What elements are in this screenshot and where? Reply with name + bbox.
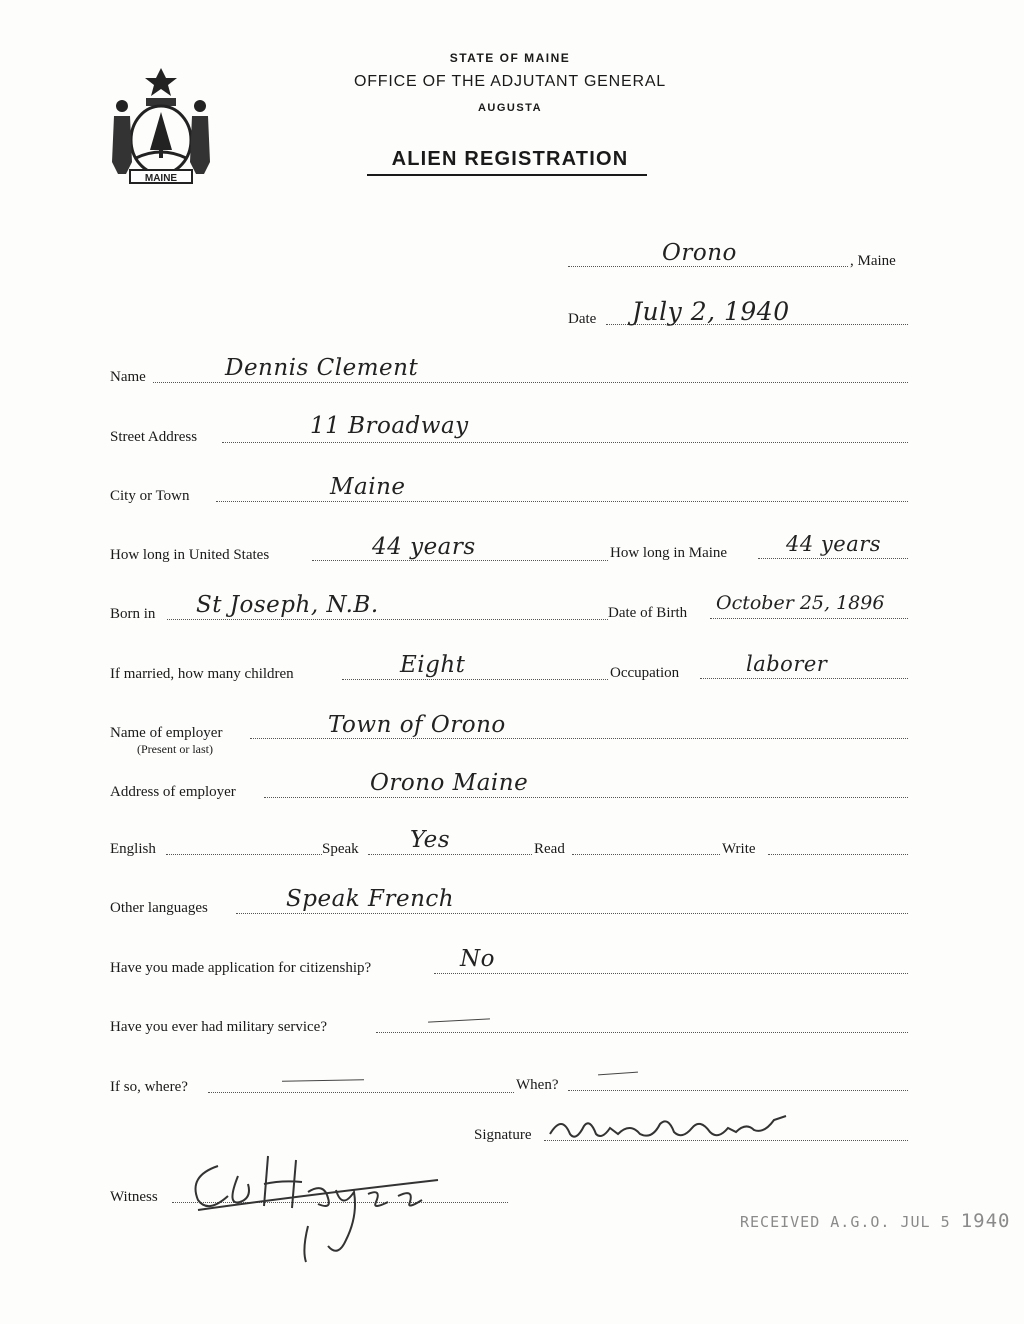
- military-label: Have you ever had military service?: [110, 1019, 327, 1035]
- when-line: [568, 1090, 908, 1091]
- state-heading: STATE OF MAINE: [449, 51, 571, 65]
- maine-duration-line: [758, 558, 908, 559]
- other-languages-line: [236, 913, 908, 914]
- city-label: City or Town: [110, 488, 190, 504]
- place-value: Orono: [662, 240, 737, 266]
- street-label: Street Address: [110, 429, 198, 445]
- children-label: If married, how many children: [110, 666, 294, 682]
- witness-label: Witness: [110, 1189, 158, 1205]
- english-label: English: [110, 841, 156, 857]
- office-heading: OFFICE OF THE ADJUTANT GENERAL: [353, 73, 667, 90]
- street-value: 11 Broadway: [310, 413, 469, 439]
- where-dash-mark: [282, 1079, 364, 1081]
- citizenship-line: [434, 973, 908, 974]
- where-line: [208, 1092, 514, 1093]
- born-value: St Joseph, N.B.: [196, 592, 379, 618]
- received-stamp: [740, 1210, 1010, 1232]
- occupation-line: [700, 678, 908, 679]
- title-underline: [367, 174, 647, 176]
- english-line: [166, 854, 322, 855]
- when-dash-mark: [598, 1072, 638, 1076]
- maine-duration-label: How long in Maine: [610, 545, 728, 561]
- street-line: [222, 442, 908, 443]
- military-line: [376, 1032, 908, 1033]
- place-suffix-label: , Maine: [850, 253, 896, 269]
- date-value: July 2, 1940: [632, 297, 790, 326]
- occupation-label: Occupation: [610, 665, 680, 681]
- employer-label: Name of employer: [110, 725, 223, 741]
- citizenship-value: No: [460, 946, 495, 972]
- occupation-value: laborer: [746, 652, 828, 676]
- name-label: Name: [110, 369, 146, 385]
- write-line: [768, 854, 908, 855]
- witness-signature: [178, 1136, 448, 1266]
- us-duration-value: 44 years: [372, 534, 476, 560]
- date-label: Date: [568, 311, 597, 327]
- signature-label: Signature: [474, 1127, 532, 1143]
- svg-text:MAINE: MAINE: [144, 173, 178, 184]
- other-languages-value: Speak French: [286, 886, 455, 912]
- read-line: [572, 854, 720, 855]
- citizenship-label: Have you made application for citizenship?: [110, 960, 372, 976]
- children-value: Eight: [400, 652, 466, 678]
- name-line: [153, 382, 908, 383]
- employer-line: [250, 738, 908, 739]
- read-label: Read: [534, 841, 565, 857]
- dob-value: October 25, 1896: [716, 592, 885, 614]
- speak-label: Speak: [322, 841, 359, 857]
- military-dash-mark: [428, 1018, 490, 1022]
- city-value: Maine: [330, 474, 406, 500]
- employer-address-label: Address of employer: [110, 784, 236, 800]
- write-label: Write: [722, 841, 756, 857]
- maine-duration-value: 44 years: [786, 532, 882, 556]
- city-line: [216, 501, 908, 502]
- employer-address-line: [264, 797, 908, 798]
- where-label: If so, where?: [110, 1079, 188, 1095]
- dob-label: Date of Birth: [608, 605, 688, 621]
- other-languages-label: Other languages: [110, 900, 208, 916]
- employer-value: Town of Orono: [328, 712, 506, 738]
- employer-address-value: Orono Maine: [370, 770, 529, 796]
- born-line: [167, 619, 608, 620]
- born-label: Born in: [110, 606, 156, 622]
- when-label: When?: [516, 1077, 559, 1093]
- received-stamp-text: RECEIVED A.G.O. JUL 5: [740, 1213, 951, 1231]
- place-line: [568, 266, 848, 267]
- speak-value: Yes: [410, 827, 451, 853]
- children-line: [342, 679, 608, 680]
- city-heading: AUGUSTA: [477, 102, 543, 114]
- us-duration-label: How long in United States: [110, 547, 270, 563]
- dob-line: [710, 618, 908, 619]
- us-duration-line: [312, 560, 608, 561]
- speak-line: [368, 854, 532, 855]
- name-value: Dennis Clement: [225, 355, 419, 381]
- maine-state-seal-icon: [108, 66, 214, 188]
- applicant-signature: [540, 1104, 800, 1148]
- employer-sublabel: (Present or last): [137, 742, 213, 756]
- received-stamp-year: 1940: [960, 1210, 1011, 1232]
- form-title: ALIEN REGISTRATION: [391, 148, 629, 170]
